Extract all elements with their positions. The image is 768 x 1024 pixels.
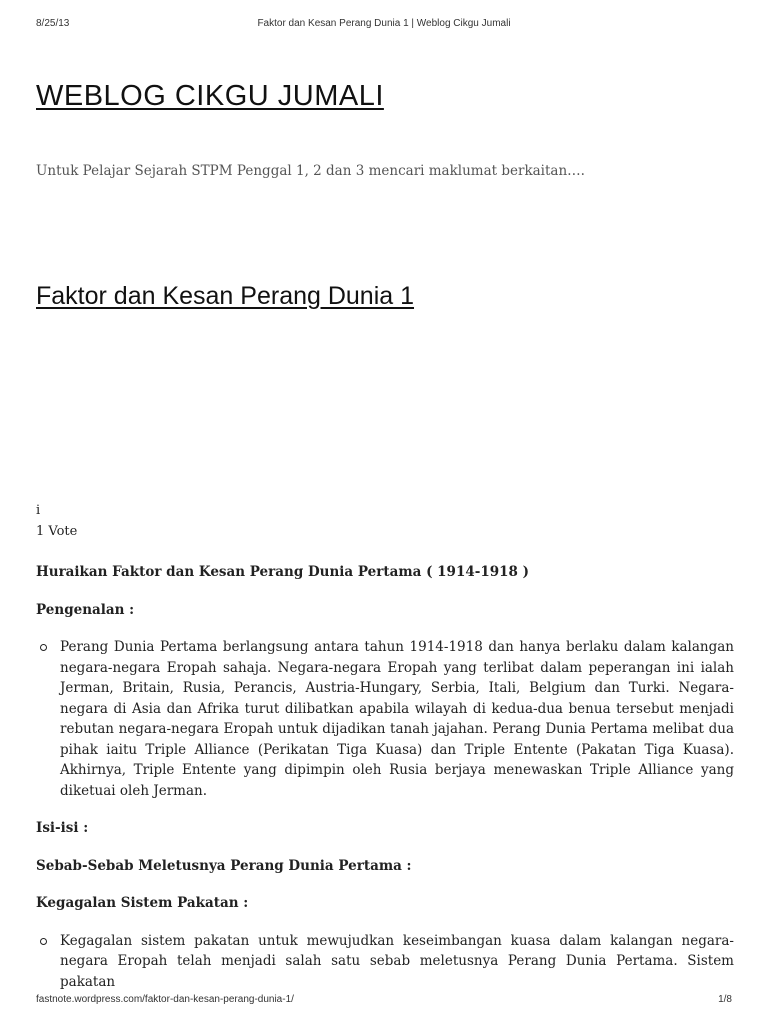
site-title-link[interactable]: WEBLOG CIKGU JUMALI <box>36 80 384 112</box>
print-header <box>36 18 732 32</box>
causes-heading: Sebab-Sebab Meletusnya Perang Dunia Pertama : <box>36 857 412 874</box>
section-list <box>36 931 734 993</box>
intro-list <box>36 637 734 801</box>
print-footer <box>36 994 732 1008</box>
post-content <box>36 562 734 1009</box>
intro-heading: Pengenalan : <box>36 601 135 618</box>
print-url: fastnote.wordpress.com/faktor-dan-kesan-perang-dunia-1/ <box>36 994 294 1005</box>
print-page-title: Faktor dan Kesan Perang Dunia 1 | Weblog Cikgu Jumali <box>257 18 511 29</box>
rating-widget <box>36 500 77 542</box>
site-description: Untuk Pelajar Sejarah STPM Penggal 1, 2 dan 3 mencari maklumat berkaitan…. <box>36 163 585 179</box>
section-heading-alliance-failure: Kegagalan Sistem Pakatan : <box>36 895 249 911</box>
post-title-link[interactable]: Faktor dan Kesan Perang Dunia 1 <box>36 282 415 310</box>
intro-paragraph: Perang Dunia Pertama berlangsung antara tahun 1914-1918 dan hanya berlaku dalam kalangan negara-negara Eropah sahaja. Negara-negara Eropah yang terlibat dalam peperangan ini ialah Jerman, Britain, Rusia, Perancis, Austria-Hungary, Serbia, Itali, Belgium dan Turki. Negara-negara di Asia dan Afrika turut dilibatkan apabila wilayah di kedua-dua benua tersebut menjadi rebutan negara-negara Eropah untuk dijadikan tanah jajahan. Perang Dunia Pertama melibat dua pihak iaitu Triple Alliance (Perikatan Tiga Kuasa) dan Triple Entente (Pakatan Tiga Kuasa). Akhirnya, Triple Entente yang dipimpin oleh Rusia berjaya menewaskan Triple Alliance yang diketuai oleh Jerman. <box>36 637 734 801</box>
contents-heading: Isi-isi : <box>36 820 89 836</box>
print-date: 8/25/13 <box>36 18 70 29</box>
page-number: 1/8 <box>718 994 732 1005</box>
section-paragraph: Kegagalan sistem pakatan untuk mewujudkan keseimbangan kuasa dalam kalangan negara-negara Eropah telah menjadi salah satu sebab meletusnya Perang Dunia Pertama. Sistem pakatan <box>36 931 734 993</box>
rating-info-icon[interactable]: i <box>36 503 41 518</box>
essay-question-heading: Huraikan Faktor dan Kesan Perang Dunia Pertama ( 1914-1918 ) <box>36 564 530 580</box>
vote-count: 1 Vote <box>36 524 78 539</box>
